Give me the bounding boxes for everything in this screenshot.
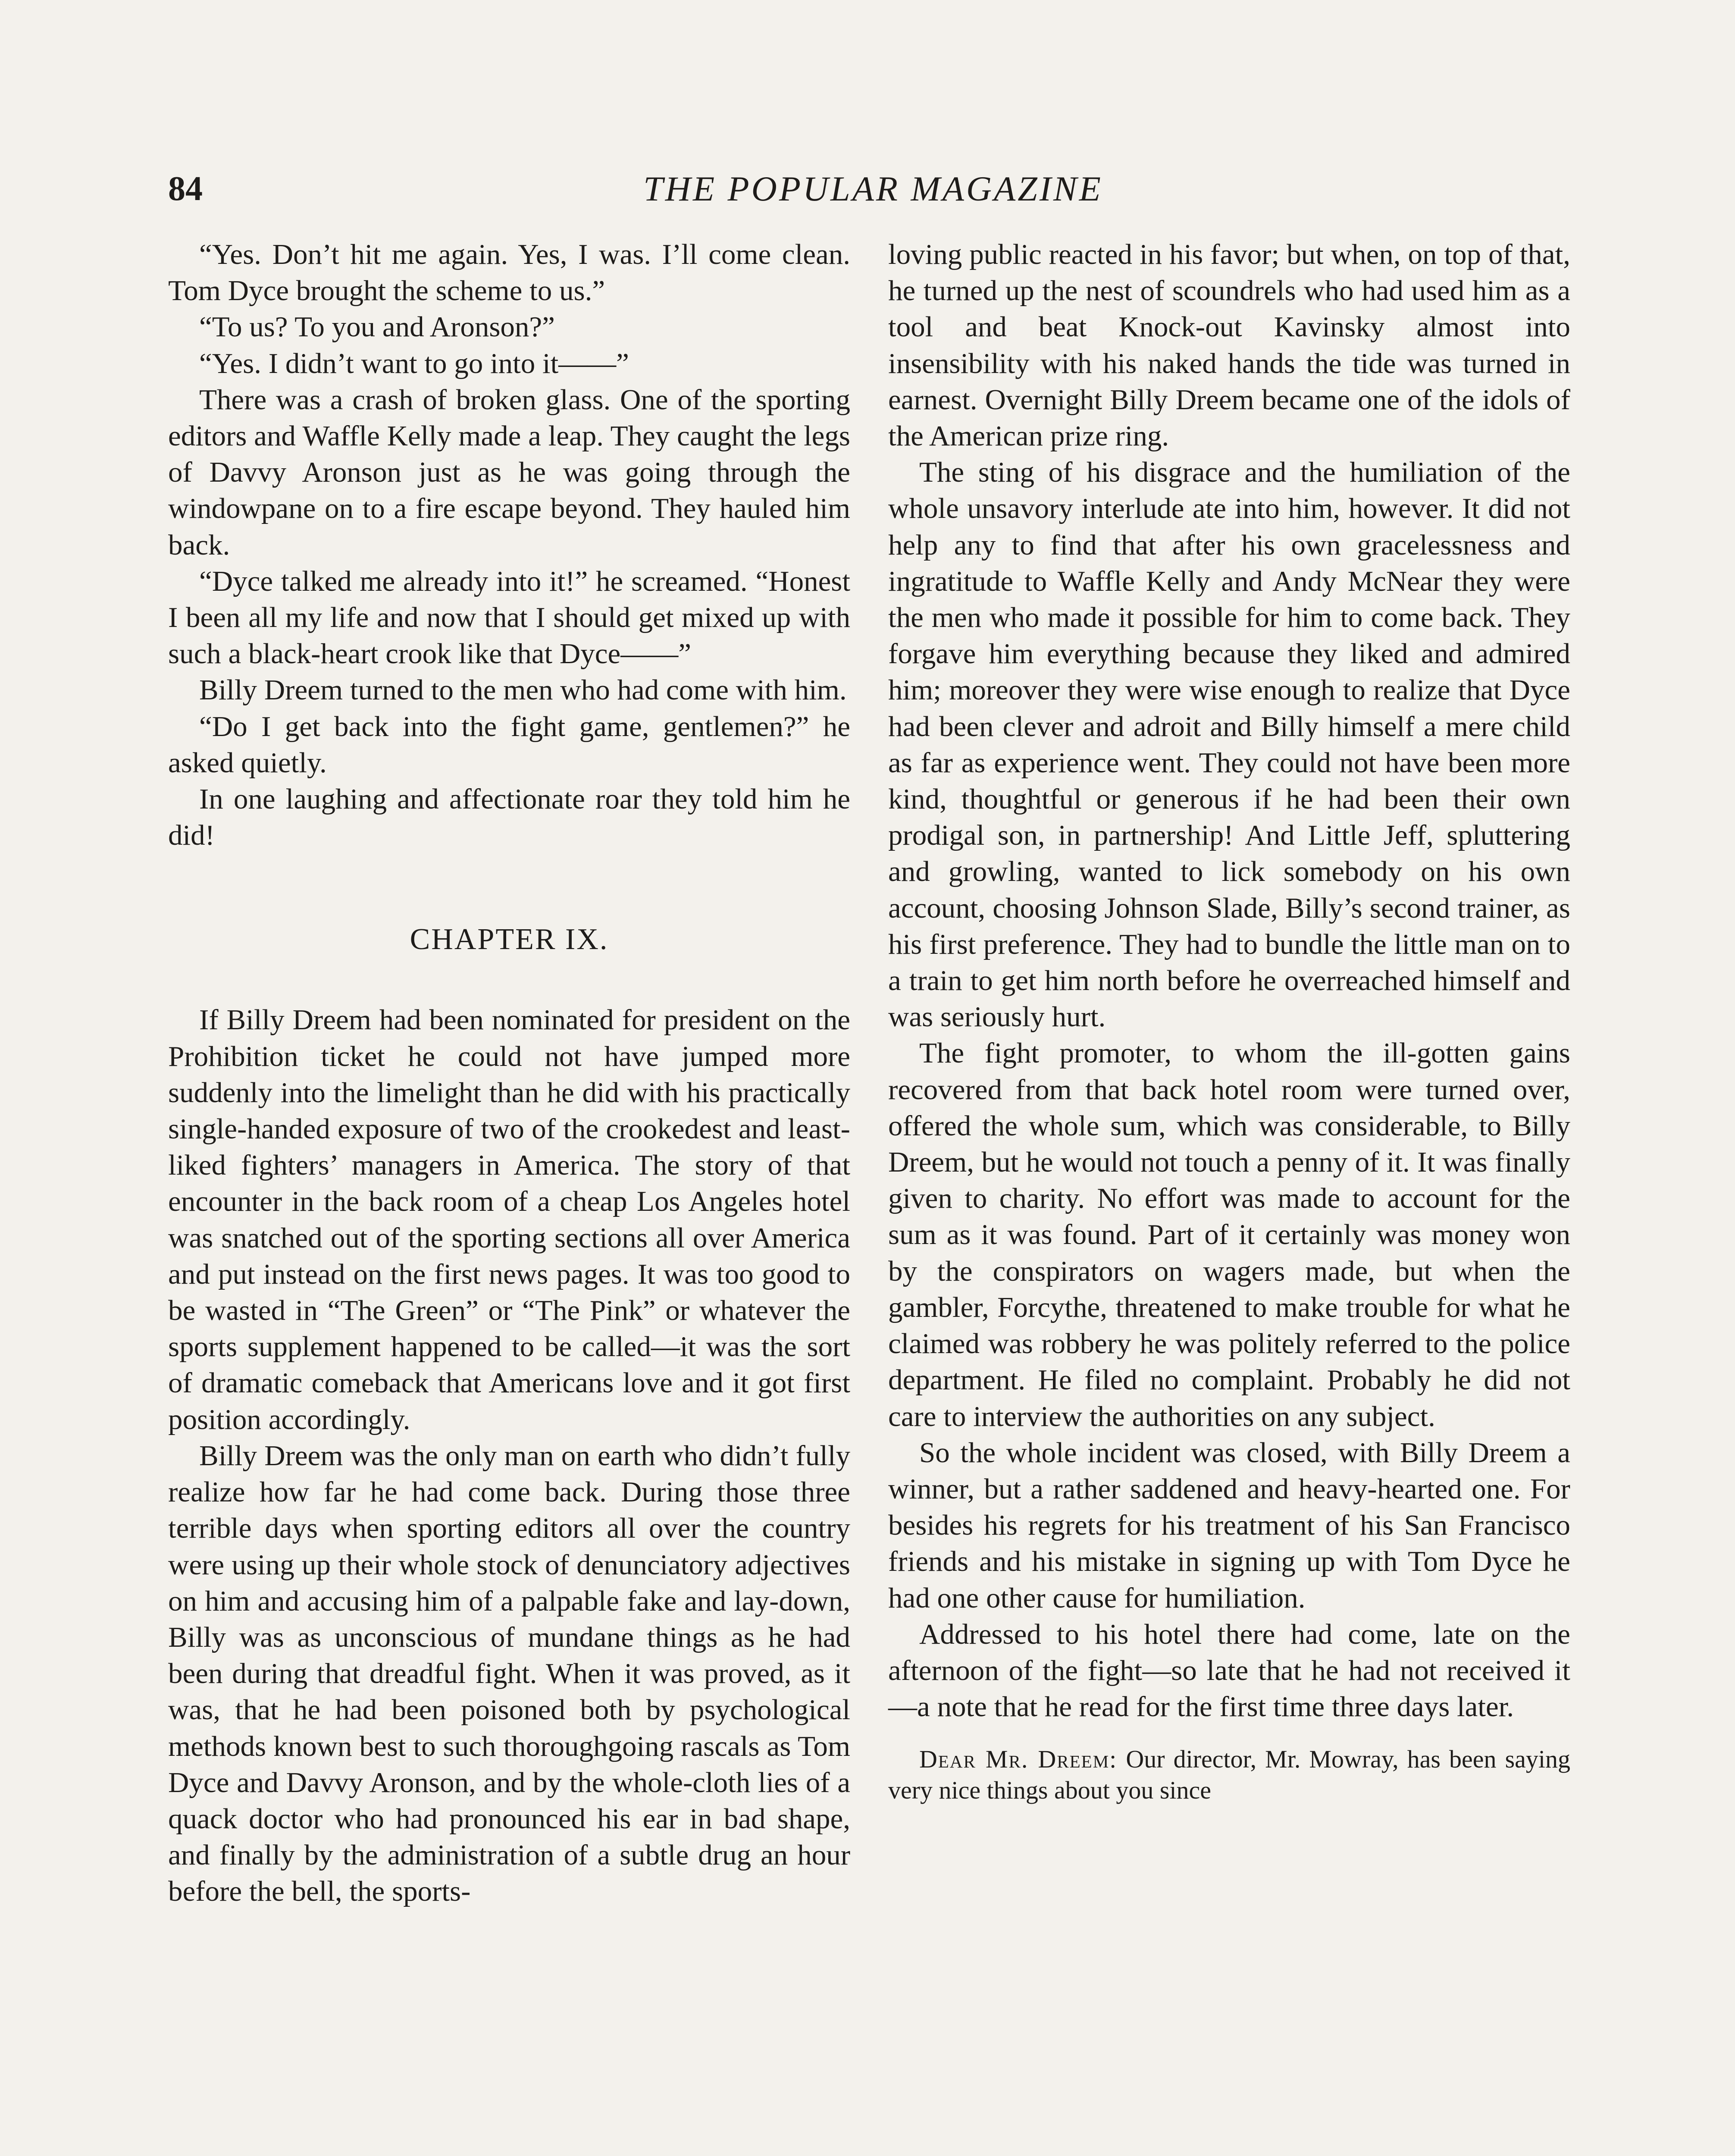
paragraph: There was a crash of broken glass. One of the sporting editors and Waffle Kelly made a leap. They caught the legs of Davvy Aronson just as he was going through the windowpane on to a fire escape beyond. They hauled him back. [168,383,850,561]
running-title: THE POPULAR MAGAZINE [643,169,1103,208]
paragraph: “Do I get back into the fight game, gentlemen?” he asked quietly. [168,710,850,779]
paragraph: So the whole incident was closed, with Billy Dreem a winner, but a rather saddened and heavy-hearted one. For besides his regrets for his treatment of his San Francisco friends and his mistake in signing up with Tom Dyce he had one other cause for humiliation. [888,1436,1570,1614]
paragraph: “Dyce talked me already into it!” he screamed. “Honest I been all my life and now that I should get mixed up with such a black-heart crook like that Dyce——” [168,565,850,670]
paragraph: If Billy Dreem had been nominated for president on the Prohibition ticket he could not have jumped more suddenly into the limelight than he did with his practically single-handed exposure of two of the crookedest and least-liked fighters’ managers in America. The story of that encounter in the back room of a cheap Los Angeles hotel was snatched out of the sporting sections all over America and put instead on the first news pages. It was too good to be wasted in “The Green” or “The Pink” or whatever the sports supplement happened to be called—it was the sort of dramatic comeback that Americans love and it got first position accordingly. [168,1004,850,1435]
letter-excerpt [888,1744,1570,1806]
chapter-heading: CHAPTER IX. [410,923,609,956]
paragraph: Addressed to his hotel there had come, late on the afternoon of the fight—so late that he had not received it—a note that he read for the first time three days later. [888,1618,1570,1723]
letter-salutation: Dear Mr. Dreem: [919,1745,1118,1774]
paragraph: “Yes. I didn’t want to go into it——” [199,347,629,379]
paragraph: “To us? To you and Aronson?” [199,311,555,343]
left-column [168,236,850,1910]
page-number: 84 [168,170,203,208]
paragraph: Billy Dreem was the only man on earth who didn’t fully realize how far he had come back. During those three terrible days when sporting editors all over the country were using up their whole stock of denunciatory adjectives on him and accusing him of a palpable fake and lay-down, Billy was as unconscious of mundane things as he had been during that dreadful fight. When it was proved, as it was, that he had been poisoned both by psychological methods known best to such thoroughgoing rascals as Tom Dyce and Davvy Aronson, and by the whole-cloth lies of a quack doctor who had pronounced his ear in bad shape, and finally by the administration of a subtle drug an hour before the bell, the sports- [168,1439,850,1908]
paragraph: The fight promoter, to whom the ill-gotten gains recovered from that back hotel room were turned over, offered the whole sum, which was considerable, to Billy Dreem, but he would not touch a penny of it. It was finally given to charity. No effort was made to account for the sum as it was found. Part of it certainly was money won by the conspirators on wagers made, but when the gambler, Forcythe, threatened to make trouble for what he claimed was robbery he was politely referred to the police department. He filed no complaint. Probably he did not care to interview the authorities on any subject. [888,1037,1570,1432]
paragraph: In one laughing and affectionate roar they told him he did! [168,783,850,852]
paragraph-continued: loving public reacted in his favor; but when, on top of that, he turned up the nest of scoundrels who had used him as a tool and beat Knock-out Kavinsky almost into insensibility with his naked hands the tide was turned in earnest. Overnight Billy Dreem became one of the idols of the American prize ring. [888,238,1570,452]
paragraph: The sting of his disgrace and the humiliation of the whole unsavory interlude ate into him, however. It did not help any to find that after his own gracelessness and ingratitude to Waffle Kelly and Andy McNear they were the men who made it possible for him to come back. They forgave him everything because they liked and admired him; moreover they were wise enough to realize that Dyce had been clever and adroit and Billy himself a mere child as far as experience went. They could not have been more kind, thoughtful or generous if he had been their own prodigal son, in partnership! And Little Jeff, spluttering and growling, wanted to lick somebody on his own account, choosing Johnson Slade, Billy’s second trainer, as his first preference. They had to bundle the little man on to a train to get him north before he overreached himself and was seriously hurt. [888,456,1570,1033]
right-column [888,236,1570,1806]
page-header [168,163,1578,223]
paragraph: “Yes. Don’t hit me again. Yes, I was. I’ll come clean. Tom Dyce brought the scheme to us.” [168,238,850,307]
letter-body: Our director, Mr. Mowray, has been saying very nice things about you since [888,1745,1570,1805]
paragraph: Billy Dreem turned to the men who had come with him. [199,674,847,706]
